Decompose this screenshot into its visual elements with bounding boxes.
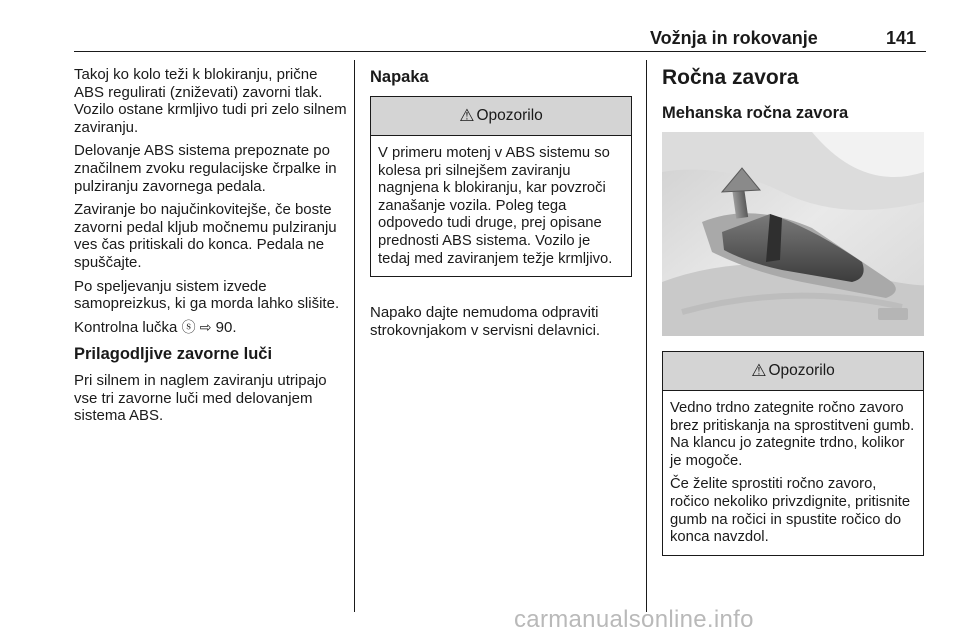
- warning-header: [663, 352, 923, 391]
- warning-text-apply: Vedno trdno zategnite ročno zavoro brez pritiskanja na sprostitveni gumb. Na klancu jo zategnite trdno, kolikor je mogoče.: [670, 400, 915, 469]
- column-divider-1: [354, 60, 355, 612]
- page-reference-icon: ⇨: [199, 318, 212, 335]
- warning-header: [371, 97, 631, 136]
- column-1: [74, 66, 350, 431]
- paragraph-abs-recognition: Delovanje ABS sistema prepoznate po značilnem zvoku regulacijske črpalke in pulziranju zavornega pedala.: [74, 142, 337, 195]
- section-heading-adaptive-brake-lights: Prilagodljive zavorne luči: [74, 345, 273, 364]
- column-divider-2: [646, 60, 647, 612]
- warning-box-parking-brake: [662, 351, 924, 556]
- abs-warning-light-icon: ⓢ: [181, 318, 196, 335]
- page-number: 141: [886, 28, 917, 48]
- page-reference[interactable]: 90.: [215, 318, 237, 336]
- paragraph-adaptive-brake-lights: Pri silnem in naglem zaviranju utripajo vse tri zavorne luči med delovanjem sistema ABS.: [74, 371, 327, 425]
- indicator-reference: Kontrolna lučka ⓢ ⇨ 90.: [74, 318, 237, 336]
- warning-box-fault: [370, 96, 632, 277]
- paragraph-braking-efficiency: Zaviranje bo najučinkovitejše, če boste zavorni pedal kljub močnemu pulziranju ves čas pritiskali do konca. Pedala ne spuščajte.: [74, 201, 337, 271]
- warning-triangle-icon: ⚠: [751, 361, 767, 380]
- watermark: carmanualsonline.info: [514, 606, 754, 633]
- paragraph-fault-repair: Napako dajte nemudoma odpraviti strokovnjakom v servisni delavnici.: [370, 304, 601, 339]
- warning-body: [663, 391, 923, 555]
- parking-brake-photo: [662, 132, 924, 336]
- parking-brake-illustration: [662, 132, 924, 336]
- warning-text-release: Če želite sprostiti ročno zavoro, ročico nekoliko privzdignite, pritisnite gumb na ročici in spustite ročico do konca navzdol.: [670, 476, 911, 546]
- paragraph-abs-regulation: Takoj ko kolo teži k blokiranju, prične ABS regulirati (zniževati) zavorni tlak. Vozilo ostane krmljivo tudi pri zelo silnem zaviranju.: [74, 66, 347, 136]
- running-header-title: Vožnja in rokovanje: [650, 28, 818, 48]
- warning-text: V primeru motenj v ABS sistemu so kolesa pri silnejšem zaviranju nagnjena k blokiranju, kar povzroči zanašanje vozila. Poleg tega odpovedo tudi druge, prej opisane prednosti ABS sistema. Vozilo je tedaj med zaviranjem težje krmljivo.: [378, 145, 613, 267]
- header-rule: [74, 51, 926, 52]
- section-heading-fault: Napaka: [370, 68, 429, 86]
- warning-title: Opozorilo: [768, 362, 835, 379]
- warning-triangle-icon: ⚠: [459, 106, 475, 125]
- subheading-mechanical-parking-brake: Mehanska ročna zavora: [662, 104, 849, 122]
- section-heading-parking-brake: Ročna zavora: [662, 66, 799, 89]
- paragraph-self-test: Po speljevanju sistem izvede samopreizkus, ki ga morda lahko slišite.: [74, 277, 340, 313]
- warning-body: [371, 136, 631, 276]
- warning-title: Opozorilo: [476, 107, 543, 124]
